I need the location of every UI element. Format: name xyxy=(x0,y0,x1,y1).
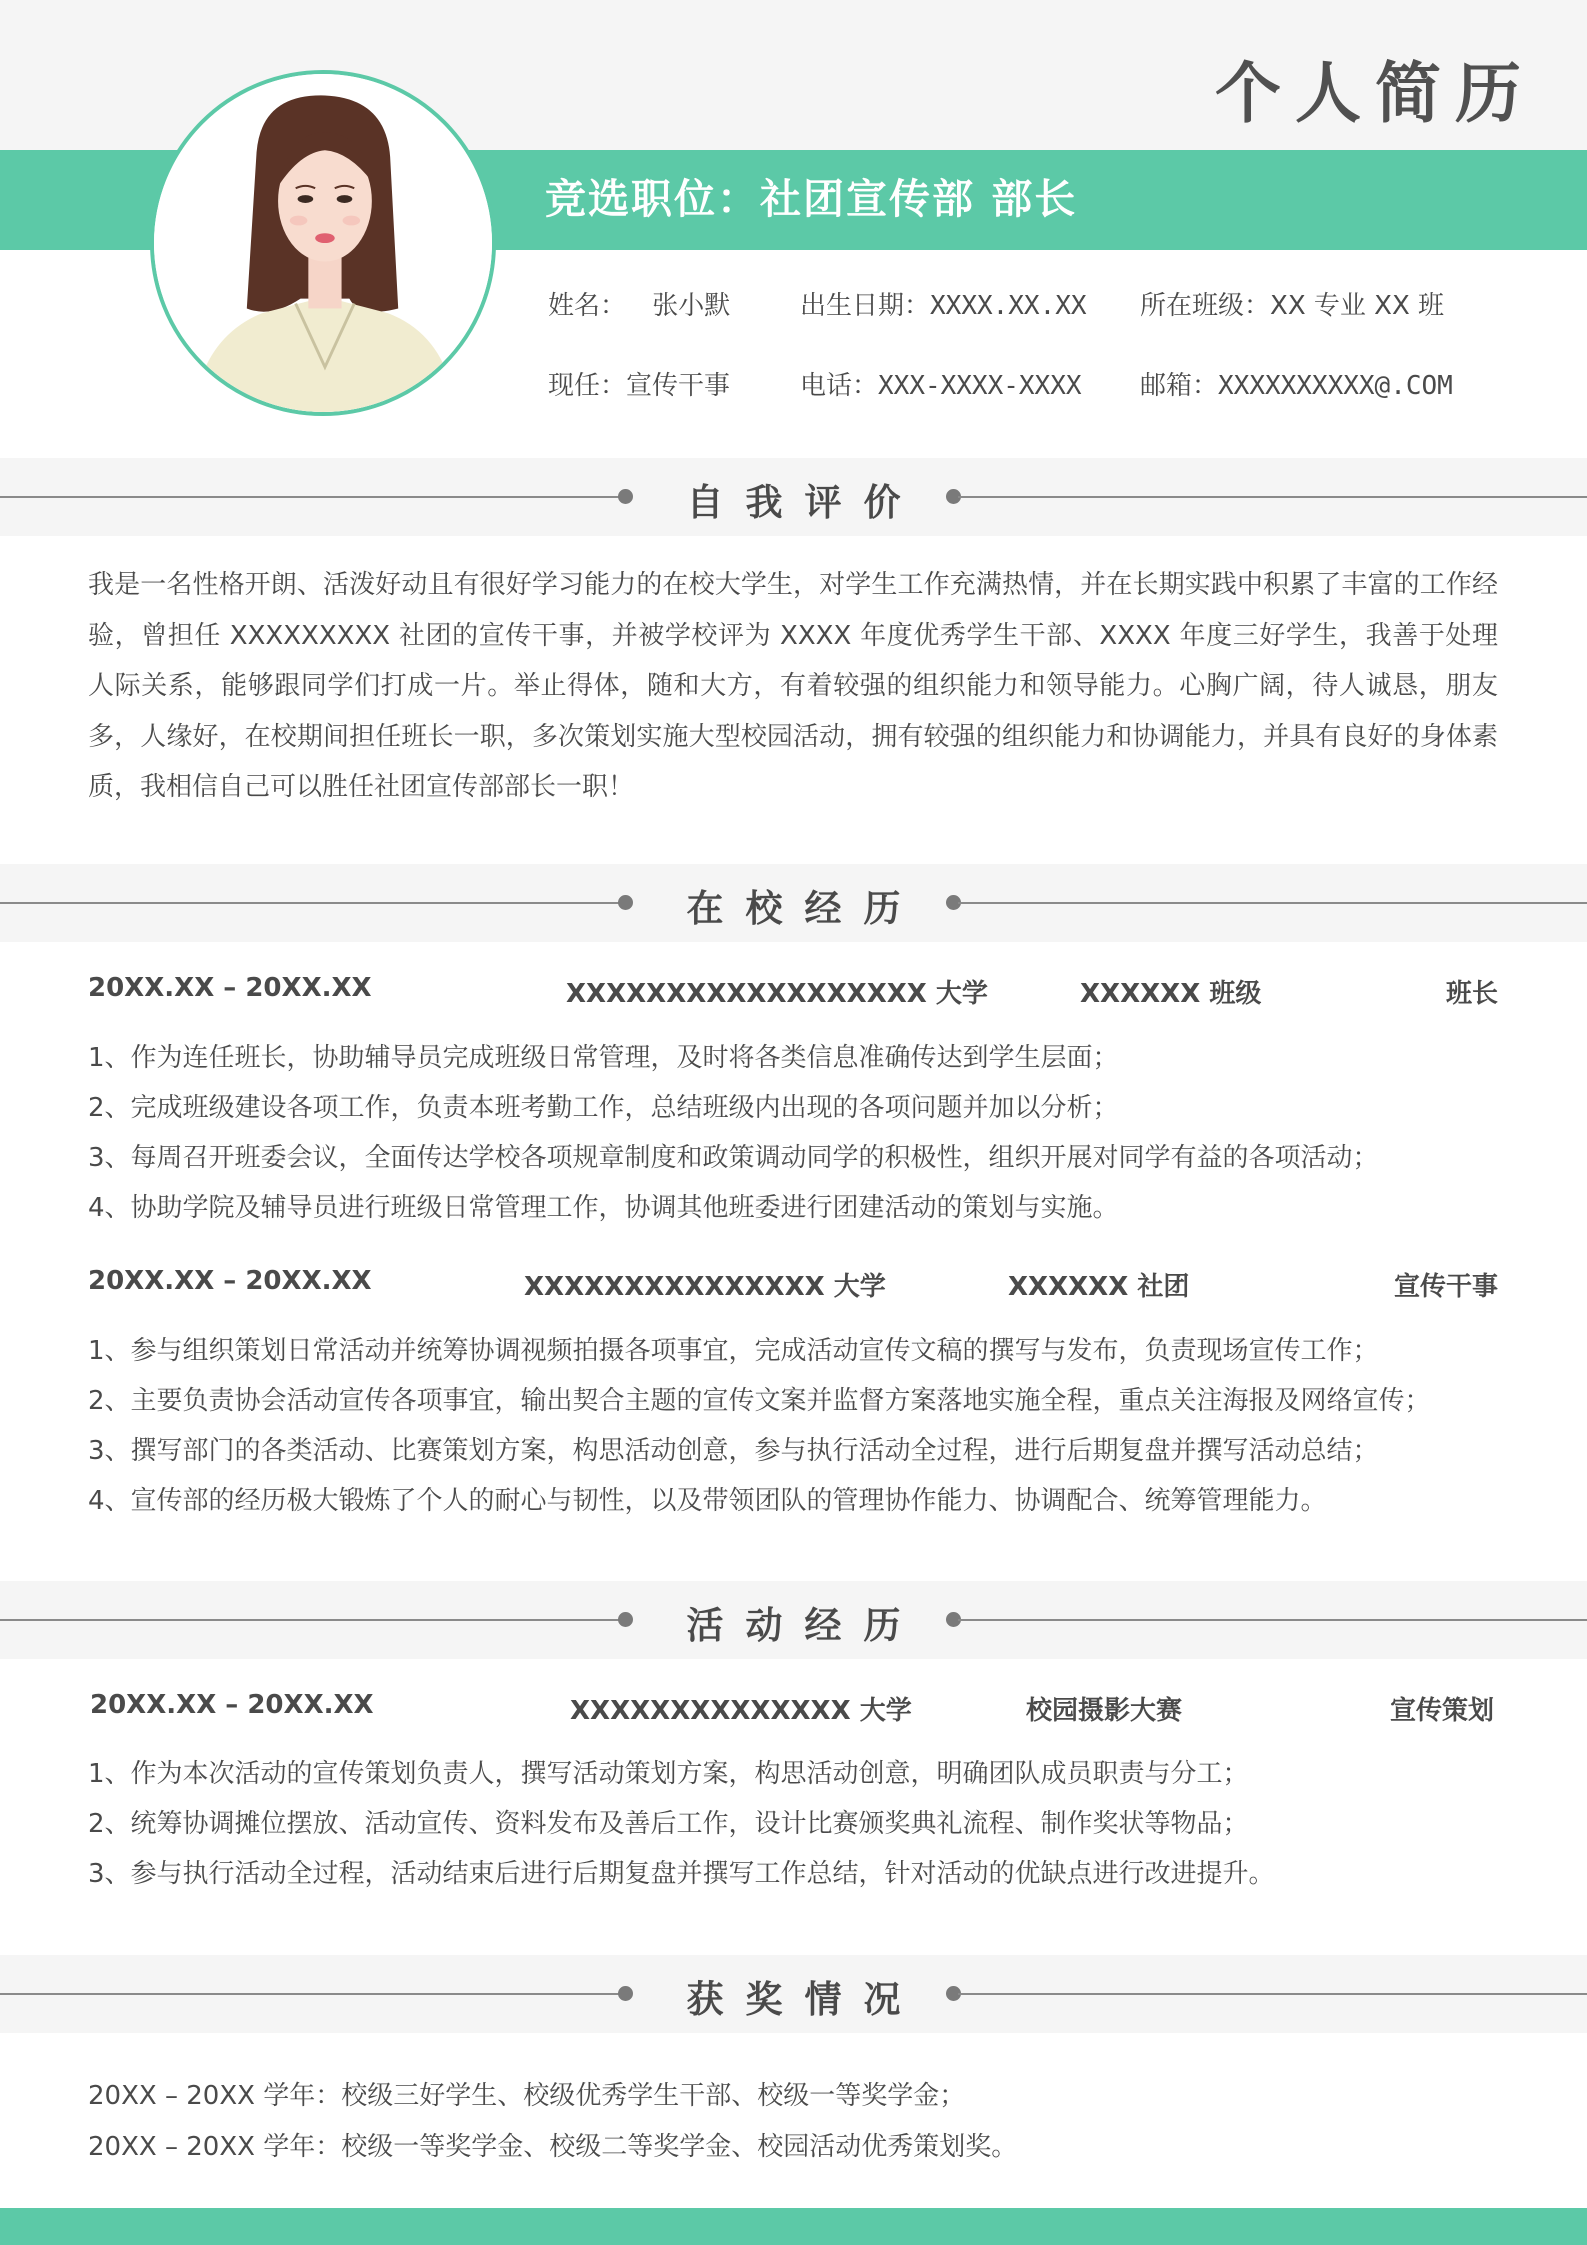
divider-line xyxy=(958,1619,1587,1621)
entry-unit: XXXXXX 社团 xyxy=(1008,1272,1190,1302)
phone-value: XXX-XXXX-XXXX xyxy=(878,371,1082,401)
school-entry-2-header xyxy=(88,1266,1498,1306)
birth-value: XXXX.XX.XX xyxy=(930,291,1087,321)
entry-org: XXXXXXXXXXXXXXXXXX 大学 xyxy=(566,979,988,1009)
list-item: 2、统筹协调摊位摆放、活动宣传、资料发布及善后工作，设计比赛颁奖典礼流程、制作奖状等物品； xyxy=(88,1809,1249,1839)
section-title-school: 在校经历 xyxy=(686,887,923,930)
name-field xyxy=(548,285,730,322)
section-title-self-eval: 自我评价 xyxy=(686,481,923,524)
entry-period: 20XX.XX – 20XX.XX xyxy=(88,1266,372,1296)
activity-entry-header xyxy=(88,1690,1498,1730)
list-item: 1、作为连任班长，协助辅导员完成班级日常管理，及时将各类信息准确传达到学生层面； xyxy=(88,1043,1119,1073)
section-title-awards: 获奖情况 xyxy=(686,1978,923,2021)
divider-line xyxy=(958,902,1587,904)
class-label: 所在班级： xyxy=(1140,291,1271,321)
section-header-self-eval xyxy=(0,458,1587,536)
school-entry-1-header xyxy=(88,973,1498,1013)
section-title-activity: 活动经历 xyxy=(686,1604,923,1647)
award-item: 20XX – 20XX 学年：校级一等奖学金、校级二等奖学金、校园活动优秀策划奖。 xyxy=(88,2132,1018,2162)
entry-role: 宣传干事 xyxy=(1393,1272,1498,1302)
list-item: 4、协助学院及辅导员进行班级日常管理工作，协调其他班委进行团建活动的策划与实施。 xyxy=(88,1193,1119,1223)
list-item: 2、完成班级建设各项工作，负责本班考勤工作，总结班级内出现的各项问题并加以分析； xyxy=(88,1093,1119,1123)
current-role-value: 宣传干事 xyxy=(626,371,731,401)
email-value: XXXXXXXXXX@.COM xyxy=(1218,371,1453,401)
entry-event: 校园摄影大赛 xyxy=(1026,1696,1183,1726)
current-role-field xyxy=(548,365,730,402)
phone-field xyxy=(800,365,1082,402)
list-item: 1、参与组织策划日常活动并统筹协调视频拍摄各项事宜，完成活动宣传文稿的撰写与发布，负责现场宣传工作； xyxy=(88,1336,1379,1366)
email-field xyxy=(1140,365,1453,402)
self-eval-text: 我是一名性格开朗、活泼好动且有很好学习能力的在校大学生，对学生工作充满热情，并在长期实践中积累了丰富的工作经验，曾担任 XXXXXXXXX 社团的宣传干事，并被学校评为 XXXX 年度优秀学生干部、XXXX 年度三好学生，我善于处理人际关系，能够跟同学们打成一片。举止得体，随和大方，有着较强的组织能力和领导能力。心胸广阔，待人诚恳，朋友多，人缘好，在校期间担任班长一职，多次策划实施大型校园活动，拥有较强的组织能力和协调能力，并具有良好的身体素质，我相信自己可以胜任社团宣传部部长一职！ xyxy=(88,570,1498,802)
birth-field xyxy=(800,285,1087,322)
list-item: 1、作为本次活动的宣传策划负责人，撰写活动策划方案，构思活动创意，明确团队成员职责与分工； xyxy=(88,1759,1249,1789)
entry-role: 班长 xyxy=(1445,979,1498,1009)
section-header-awards xyxy=(0,1955,1587,2033)
birth-label: 出生日期： xyxy=(800,291,931,321)
entry-period: 20XX.XX – 20XX.XX xyxy=(88,973,372,1003)
award-item: 20XX – 20XX 学年：校级三好学生、校级优秀学生干部、校级一等奖学金； xyxy=(88,2081,966,2111)
entry-period: 20XX.XX – 20XX.XX xyxy=(90,1690,374,1720)
list-item: 3、参与执行活动全过程，活动结束后进行后期复盘并撰写工作总结，针对活动的优缺点进行改进提升。 xyxy=(88,1859,1275,1889)
entry-unit: XXXXXX 班级 xyxy=(1080,979,1262,1009)
avatar-illustration xyxy=(154,74,492,412)
page-title: 个人简历 xyxy=(1215,54,1535,132)
section-header-school xyxy=(0,864,1587,942)
divider-line xyxy=(958,1993,1587,1995)
list-item: 3、每周召开班委会议，全面传达学校各项规章制度和政策调动同学的积极性，组织开展对同学有益的各项活动； xyxy=(88,1143,1379,1173)
target-position: 竞选职位：社团宣传部 部长 xyxy=(545,175,1078,223)
list-item: 3、撰写部门的各类活动、比赛策划方案，构思活动创意，参与执行活动全过程，进行后期复盘并撰写活动总结； xyxy=(88,1436,1379,1466)
entry-org: XXXXXXXXXXXXXXX 大学 xyxy=(524,1272,886,1302)
name-value: 张小默 xyxy=(652,291,731,321)
phone-label: 电话： xyxy=(800,371,879,401)
list-item: 4、宣传部的经历极大锻炼了个人的耐心与韧性，以及带领团队的管理协作能力、协调配合、统筹管理能力。 xyxy=(88,1486,1327,1516)
entry-org: XXXXXXXXXXXXXX 大学 xyxy=(570,1696,912,1726)
avatar xyxy=(150,70,496,416)
class-field xyxy=(1140,285,1444,322)
divider-line xyxy=(958,496,1587,498)
class-value: XX 专业 XX 班 xyxy=(1270,291,1445,321)
email-label: 邮箱： xyxy=(1140,371,1219,401)
name-label: 姓名： xyxy=(548,291,627,321)
current-role-label: 现任： xyxy=(548,371,627,401)
list-item: 2、主要负责协会活动宣传各项事宜，输出契合主题的宣传文案并监督方案落地实施全程，重点关注海报及网络宣传； xyxy=(88,1386,1431,1416)
entry-role: 宣传策划 xyxy=(1389,1696,1494,1726)
section-header-activity xyxy=(0,1581,1587,1659)
footer-bar xyxy=(0,2208,1587,2245)
